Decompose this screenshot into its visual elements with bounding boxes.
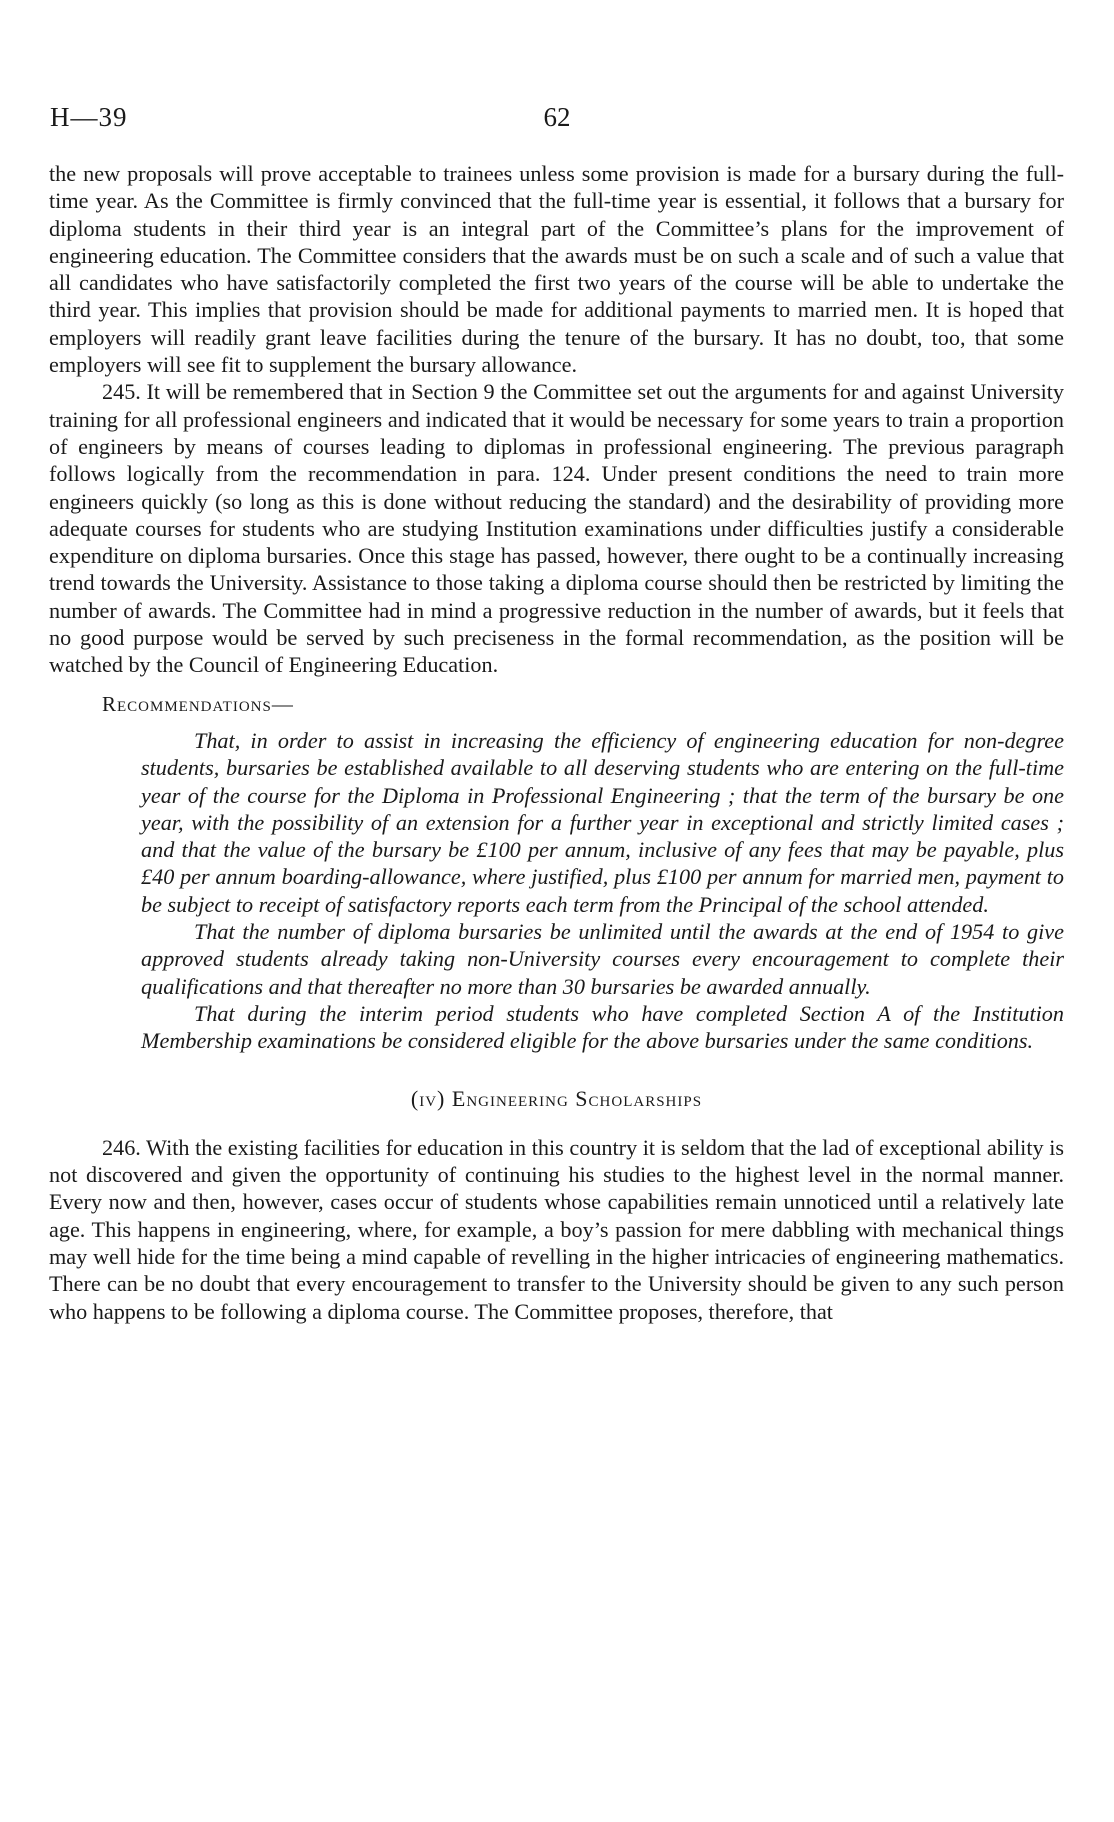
recommendations-heading: Recommendations— (102, 691, 294, 716)
paragraph-245: 245. It will be remembered that in Section 9 the Committee set out the arguments for and against University training for all professional engineers and indicated that it would be necessary for some years to train a proportion of engineers by means of courses leading to diplomas in professional engineering. The previous paragraph follows logically from the recommendation in para. 124. Under present conditions the need to train more engineers quickly (so long as this is done without reducing the standard) and the desirability of providing more adequate courses for students who are studying Institution examinations under difficulties justify a considerable expenditure on diploma bursaries. Once this stage has passed, however, there ought to be a continually increasing trend towards the University. Assistance to those taking a diploma course should then be restricted by limiting the number of awards. The Committee had in mind a progressive reduction in the number of awards, but it feels that no good purpose would be served by such preciseness in the formal recommendation, as the position will be watched by the Council of Engineering Education. (49, 379, 1064, 678)
section-heading: (iv) Engineering Scholarships (410, 1085, 703, 1111)
recommendation-2: That the number of diploma bursaries be unlimited until the awards at the end of 1954 to give approved students already taking non-University courses every encouragement to complete their qualifications and that thereafter no more than 30 bursaries be awarded annually. (141, 919, 1064, 999)
recommendation-1: That, in order to assist in increasing the efficiency of engineering education for non-degree students, bursaries be established available to all deserving students who are entering on the full-time year of the course for the Diploma in Professional Engineering ; that the term of the bursary be one year, with the possibility of an extension for a further year in exceptional and strictly limited cases ; and that the value of the bursary be £100 per annum, inclusive of any fees that may be payable, plus £40 per annum boarding-allowance, where justified, plus £100 per annum for married men, payment to be subject to receipt of satisfactory reports each term from the Principal of the school attended. (141, 727, 1064, 917)
paragraph-246: 246. With the existing facilities for education in this country it is seldom that the lad of exceptional ability is not discovered and given the opportunity of continuing his studies to the highest level in the normal manner. Every now and then, however, cases occur of students whose capabilities remain unnoticed until a relatively late age. This happens in engineering, where, for example, a boy’s passion for mere dabbling with mechanical things may well hide for the time being a mind capable of revelling in the higher intricacies of engineering mathematics. There can be no doubt that every encouragement to transfer to the University should be given to any such person who happens to be following a diploma course. The Committee proposes, therefore, that (49, 1134, 1064, 1324)
recommendation-3: That during the interim period students who have completed Section A of the Institution Membership examinations be considered eligible for the above bursaries under the same conditions. (141, 1000, 1064, 1054)
continuation-paragraph: the new proposals will prove acceptable to trainees unless some provision is made for a bursary during the full-time year. As the Committee is firmly convinced that the full-time year is essential, it follows that a bursary for diploma students in their third year is an integral part of the Committee’s plans for the improvement of engineering education. The Committee considers that the awards must be on such a scale and of such a value that all candidates who have satisfactorily completed the first two years of the course will be able to undertake the third year. This implies that provision should be made for additional payments to married men. It is hoped that employers will readily grant leave facilities during the tenure of the bursary. It has no doubt, too, that some employers will see fit to supplement the bursary allowance. (49, 161, 1064, 378)
page-number: 62 (543, 102, 571, 132)
page-header (50, 102, 1064, 142)
page-body (49, 160, 1064, 1325)
document-reference: H—39 (50, 102, 128, 132)
